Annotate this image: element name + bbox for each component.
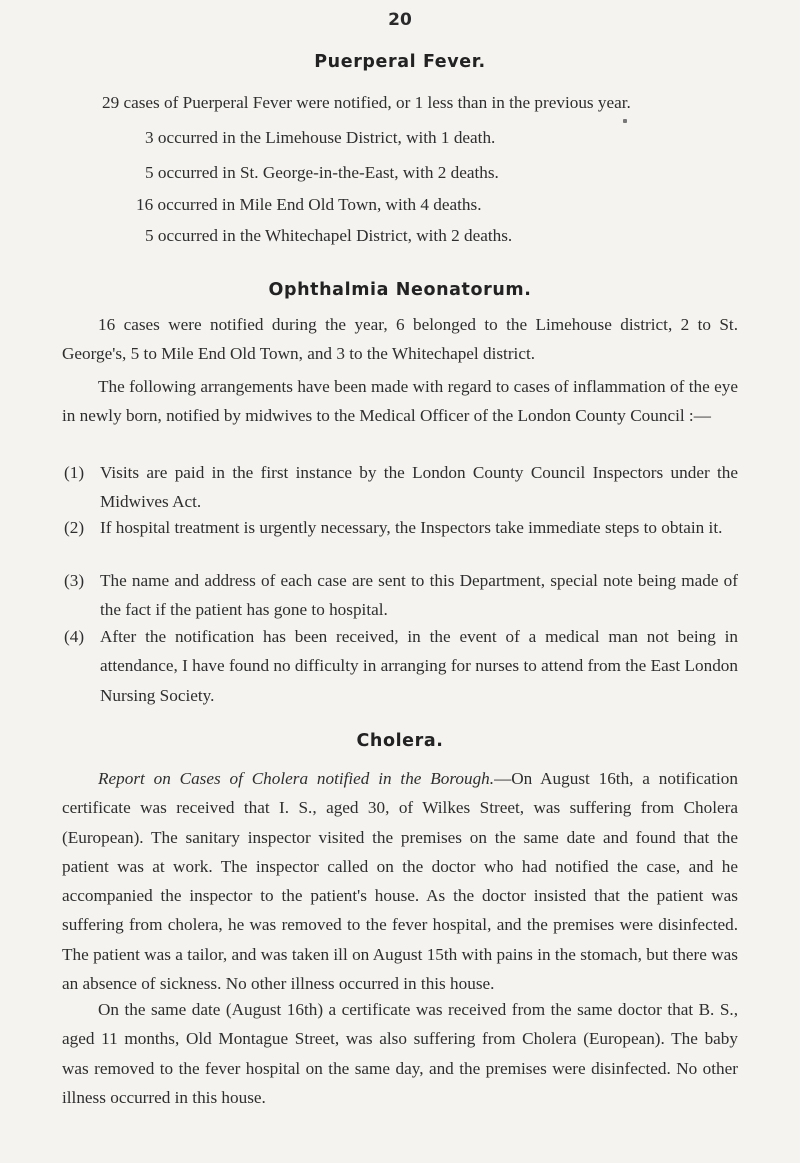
ophthalmia-paragraph-cases: 16 cases were notified during the year, 6 belonged to the Limehouse district, 2 to St. George's, 5 to Mile End Old Town, and 3 to the Whitechapel district. bbox=[62, 315, 738, 364]
arrangement-item-1 bbox=[64, 458, 738, 517]
scan-speck bbox=[623, 119, 627, 123]
cholera-heading: Cholera. bbox=[356, 731, 444, 751]
puerperal-district-whitechapel: 5 occurred in the Whitechapel District, with 2 deaths. bbox=[145, 226, 513, 245]
item-number: (3) bbox=[64, 571, 85, 590]
ophthalmia-heading: Ophthalmia Neonatorum. bbox=[268, 280, 532, 300]
item-text: If hospital treatment is urgently necessary, the Inspectors take immediate steps to obtain it. bbox=[100, 518, 723, 537]
puerperal-fever-heading: Puerperal Fever. bbox=[314, 52, 486, 72]
puerperal-district-limehouse: 3 occurred in the Limehouse District, with 1 death. bbox=[145, 128, 496, 147]
arrangement-item-4 bbox=[64, 622, 738, 710]
ophthalmia-paragraph-arrangements: The following arrangements have been made with regard to cases of inflammation of the eye in newly born, notified by midwives to the Medical Officer of the London County Council :— bbox=[62, 377, 738, 426]
cholera-report-text: —On August 16th, a notification certificate was received that I. S., aged 30, of Wilkes Street, was suffering from Cholera (European). The sanitary inspector visited the premises on the same date and found that the patient was at work. The inspector called on the doctor who had notified the case, and he accompanied the inspector to the patient's house. As the doctor insisted that the patient was suffering from cholera, he was removed to the fever hospital, and the premises were disinfected. The patient was a tailor, and was taken ill on August 15th with pains in the stomach, but there was an absence of sickness. No other illness occurred in this house. bbox=[62, 769, 738, 994]
item-number: (1) bbox=[64, 463, 85, 482]
item-text: Visits are paid in the first instance by the London County Council Inspectors under the Midwives Act. bbox=[100, 463, 738, 512]
puerperal-district-st-george: 5 occurred in St. George-in-the-East, with 2 deaths. bbox=[145, 163, 499, 182]
arrangement-item-2 bbox=[64, 513, 738, 542]
cholera-report-title: Report on Cases of Cholera notified in the Borough. bbox=[98, 769, 495, 788]
item-number: (2) bbox=[64, 518, 85, 537]
item-text: After the notification has been received, in the event of a medical man not being in attendance, I have found no difficulty in arranging for nurses to attend from the East London Nursing Society. bbox=[100, 627, 738, 705]
puerperal-district-mile-end: 16 occurred in Mile End Old Town, with 4 deaths. bbox=[136, 195, 482, 214]
cholera-report-paragraph bbox=[62, 764, 738, 998]
page-number: 20 bbox=[388, 10, 412, 30]
item-text: The name and address of each case are sent to this Department, special note being made of the fact if the patient has gone to hospital. bbox=[100, 571, 738, 620]
puerperal-intro: 29 cases of Puerperal Fever were notified, or 1 less than in the previous year. bbox=[102, 93, 631, 112]
item-number: (4) bbox=[64, 627, 85, 646]
arrangement-item-3 bbox=[64, 566, 738, 625]
cholera-second-case-paragraph: On the same date (August 16th) a certificate was received from the same doctor that B. S., aged 11 months, Old Montague Street, was also suffering from Cholera (European). The baby was removed to the fever hospital on the same day, and the premises were disinfected. No other illness occurred in this house. bbox=[62, 1000, 738, 1107]
